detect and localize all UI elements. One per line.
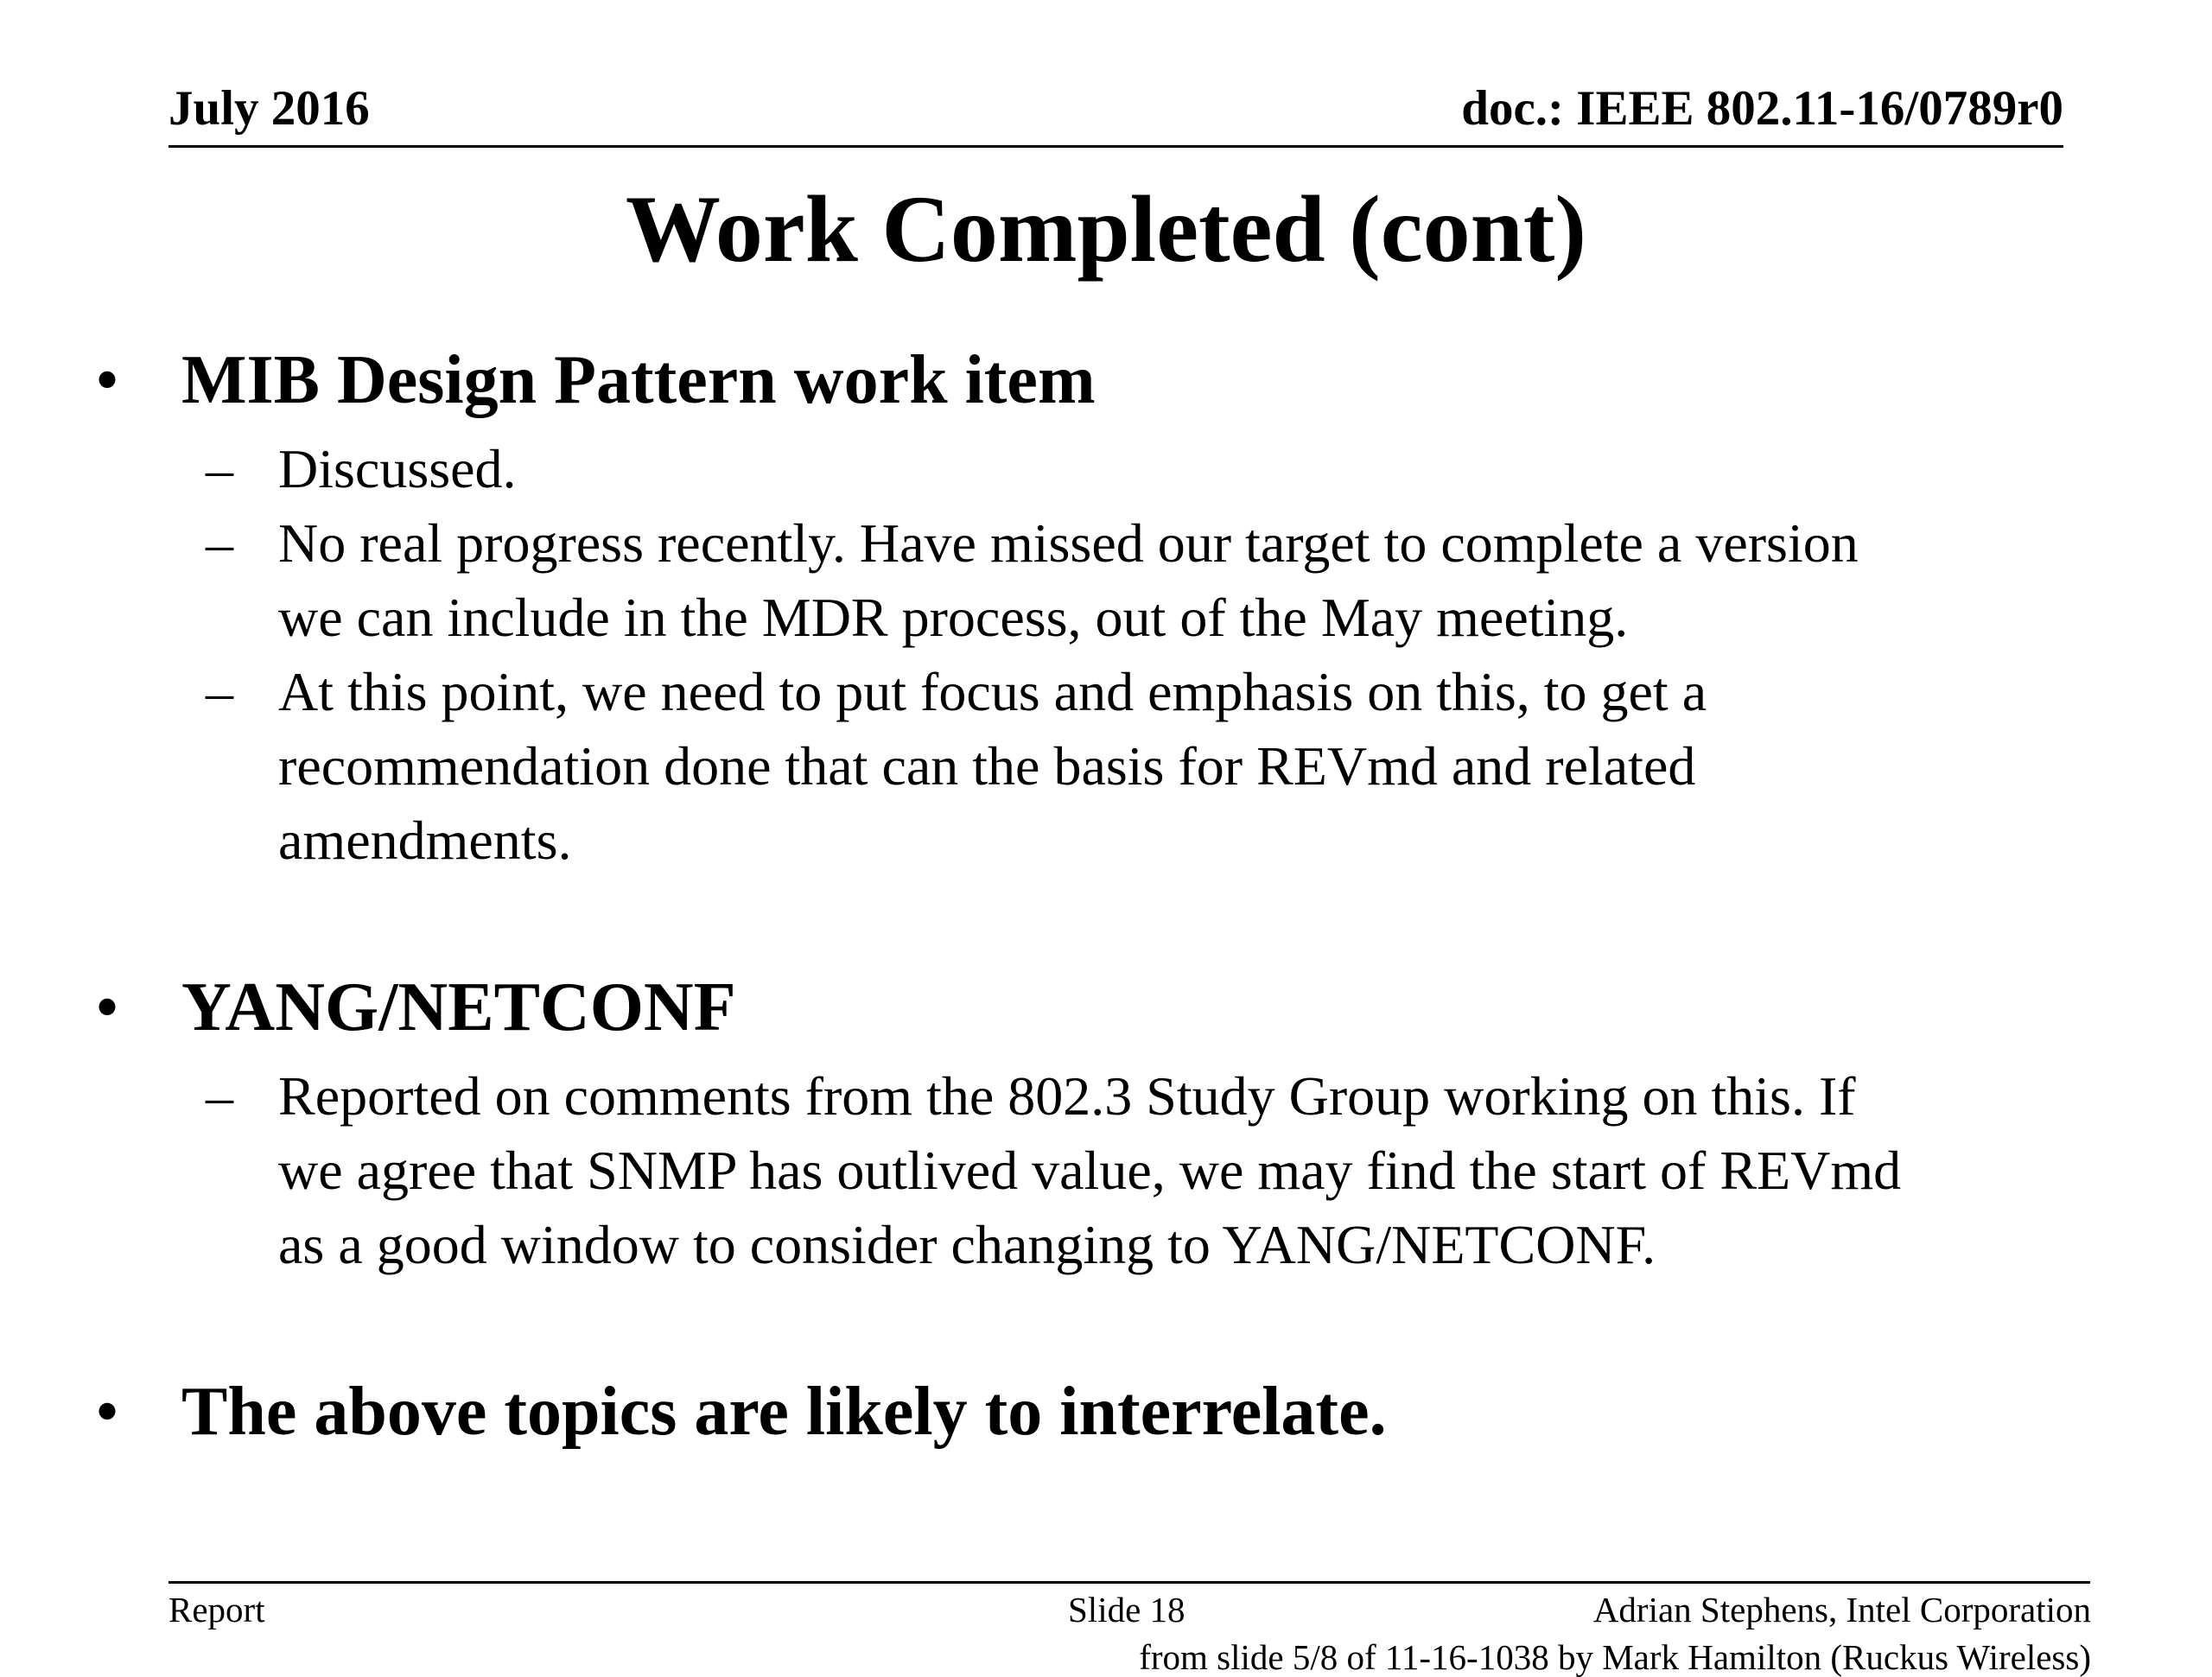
sub-item: [95, 432, 2169, 506]
sub-item-line: No real progress recently. Have missed our target to complete a version: [278, 512, 1859, 574]
slide-title: Work Completed (cont): [625, 176, 1587, 282]
footer-rule: [168, 1581, 2090, 1584]
header-rule: [168, 145, 2063, 148]
footer-source: from slide 5/8 of 11-16-1038 by Mark Hamilton (Ruckus Wireless): [1139, 1637, 2091, 1677]
sub-item: [95, 506, 2169, 655]
dash-marker: –: [206, 512, 233, 574]
spacer: [95, 1282, 2169, 1360]
sub-item-line: Discussed.: [278, 438, 517, 499]
bullet-mib-design-pattern: [95, 328, 2169, 432]
bullet-yang-netconf: [95, 956, 2169, 1059]
sub-item-line: recommendation done that can the basis for REVmd and related: [278, 735, 1696, 797]
bullet-text: MIB Design Pattern work item: [181, 342, 1096, 418]
sub-item-line: Reported on comments from the 802.3 Study Group working on this. If: [278, 1065, 1856, 1127]
spacer: [95, 878, 2169, 956]
dash-marker: –: [206, 1065, 233, 1127]
footer-slide-number: Slide 18: [1068, 1590, 1185, 1629]
sub-list: [95, 1059, 2169, 1282]
bullet-interrelate: [95, 1360, 2169, 1464]
sub-item-line: we can include in the MDR process, out of the May meeting.: [278, 587, 1629, 648]
sub-item-line: as a good window to consider changing to YANG/NETCONF.: [278, 1214, 1656, 1275]
dash-marker: –: [206, 661, 233, 722]
sub-item: [95, 655, 2169, 878]
bullet-text: The above topics are likely to interrelate.: [181, 1374, 1387, 1450]
footer-author: Adrian Stephens, Intel Corporation: [1592, 1590, 2091, 1629]
sub-list: [95, 432, 2169, 878]
slide-content: [95, 328, 2169, 1464]
bullet-marker: •: [95, 969, 120, 1045]
header-date: July 2016: [168, 81, 370, 136]
sub-item-line: amendments.: [278, 810, 572, 871]
header-doc-id: doc.: IEEE 802.11-16/0789r0: [1461, 81, 2063, 136]
footer-left: Report: [168, 1590, 265, 1629]
bullet-text: YANG/NETCONF: [181, 969, 736, 1045]
sub-item-line: At this point, we need to put focus and emphasis on this, to get a: [278, 661, 1707, 722]
bullet-marker: •: [95, 342, 120, 418]
dash-marker: –: [206, 438, 233, 499]
sub-item: [95, 1059, 2169, 1282]
bullet-marker: •: [95, 1374, 120, 1450]
sub-item-line: we agree that SNMP has outlived value, we may find the start of REVmd: [278, 1140, 1902, 1201]
